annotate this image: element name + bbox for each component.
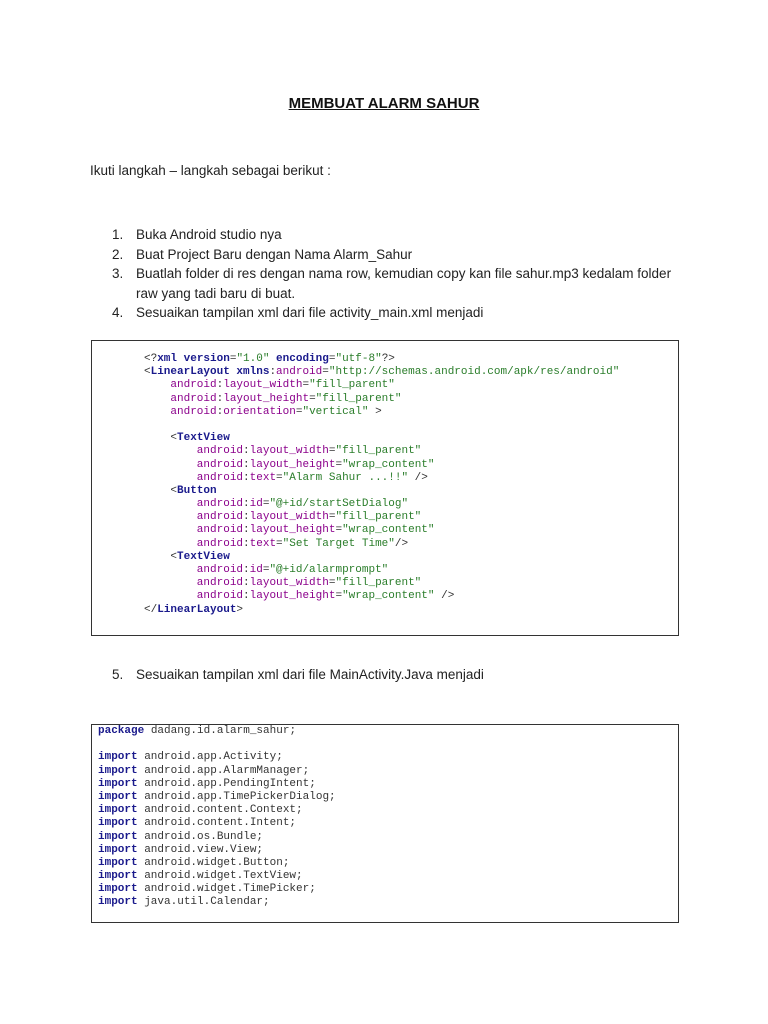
code-token: android.widget.Button; — [137, 856, 290, 869]
step-number: 1. — [112, 227, 124, 242]
code-token: : — [243, 511, 250, 524]
code-line — [144, 459, 678, 472]
code-line — [98, 725, 678, 738]
code-line — [144, 485, 678, 498]
step-item — [90, 264, 690, 303]
code-token: "fill_parent" — [335, 577, 422, 590]
code-line — [98, 870, 678, 883]
code-token: android.view.View; — [137, 843, 264, 856]
code-line — [144, 577, 678, 590]
code-line — [98, 791, 678, 804]
code-token: "fill_parent" — [315, 392, 402, 405]
step-number: 2. — [112, 246, 124, 262]
code-token: = — [335, 590, 343, 603]
code-line — [98, 883, 678, 896]
code-line — [98, 817, 678, 830]
code-token: layout_height — [249, 524, 336, 537]
code-token: android.app.Activity; — [137, 751, 283, 764]
step-number: 4. — [112, 305, 124, 320]
code-token: layout_width — [223, 379, 303, 392]
code-line — [144, 432, 678, 445]
code-token: layout_width — [249, 511, 329, 524]
code-keyword: import — [98, 896, 138, 909]
code-token: text — [249, 471, 277, 484]
code-token: android — [144, 564, 244, 576]
code-line — [98, 831, 678, 844]
code-token: "fill_parent" — [309, 379, 395, 392]
code-keyword: import — [98, 817, 138, 830]
code-line — [144, 511, 678, 524]
code-keyword: import — [98, 883, 138, 896]
code-token: android.widget.TextView; — [137, 870, 303, 883]
code-token: : — [243, 445, 250, 458]
document-title: MEMBUAT ALARM SAHUR — [288, 95, 480, 112]
code-keyword: import — [98, 843, 138, 856]
code-token: xmlns — [229, 366, 270, 379]
code-keyword: import — [98, 764, 138, 777]
code-keyword: import — [98, 790, 138, 803]
code-token: "wrap_content" — [342, 524, 435, 537]
code-line — [144, 498, 678, 511]
code-token: android.os.Bundle; — [137, 830, 264, 843]
code-token: android — [144, 379, 217, 392]
step-item — [90, 667, 690, 682]
code-token: Button — [177, 484, 217, 497]
code-token: </ — [144, 603, 158, 616]
code-token: "utf-8" — [335, 353, 382, 365]
code-token: android — [144, 537, 244, 550]
code-token: id — [249, 498, 263, 511]
code-token: android.app.PendingIntent; — [137, 777, 316, 790]
code-token: = — [335, 524, 343, 537]
code-line — [98, 804, 678, 817]
intro-text: Ikuti langkah – langkah sebagai berikut : — [90, 163, 331, 178]
code-token: LinearLayout — [150, 366, 230, 379]
code-token: "wrap_content" — [342, 590, 435, 603]
code-token: = — [328, 353, 336, 365]
code-token: ?> — [381, 353, 395, 365]
code-line — [98, 778, 678, 791]
code-keyword: import — [98, 830, 138, 843]
code-line — [98, 844, 678, 857]
code-line — [144, 353, 678, 366]
code-token: : — [216, 379, 224, 392]
code-token: = — [295, 405, 303, 418]
code-token: "fill_parent" — [335, 511, 422, 524]
code-token: : — [243, 498, 250, 511]
code-token: version — [177, 353, 230, 365]
code-token: < — [144, 432, 178, 445]
code-keyword: import — [98, 870, 138, 883]
code-token: > — [236, 603, 244, 616]
code-token: android — [144, 405, 217, 418]
code-token: : — [243, 537, 250, 550]
code-token: android — [144, 511, 244, 524]
code-line-blank — [144, 419, 678, 432]
code-token: "@+id/alarmprompt" — [269, 564, 389, 576]
steps-list — [90, 225, 690, 323]
code-keyword: package — [98, 725, 145, 737]
code-token: "wrap_content" — [342, 458, 435, 471]
code-line — [144, 366, 678, 379]
code-token: android.content.Context; — [137, 804, 303, 817]
code-keyword: import — [98, 804, 138, 817]
code-token: android — [144, 458, 244, 471]
code-token: = — [302, 379, 310, 392]
java-code-block — [91, 724, 679, 923]
code-token: "http://schemas.android.com/apk/res/android" — [328, 366, 620, 379]
code-line — [144, 472, 678, 485]
code-token: < — [144, 484, 178, 497]
code-token: = — [229, 353, 237, 365]
code-token: = — [262, 498, 270, 511]
code-token: layout_height — [223, 392, 310, 405]
code-token: xml — [157, 353, 178, 365]
code-token: "@+id/startSetDialog" — [269, 498, 409, 511]
code-token: /> — [394, 537, 409, 550]
code-token: = — [276, 537, 283, 550]
code-token: TextView — [177, 432, 230, 445]
code-token: = — [335, 458, 343, 471]
code-token: "Alarm Sahur ...!!" — [282, 471, 409, 484]
code-line — [144, 445, 678, 458]
code-token: android — [144, 498, 244, 511]
code-line — [144, 604, 678, 617]
code-token: text — [249, 537, 277, 550]
code-token: < — [144, 366, 151, 379]
code-token: TextView — [177, 550, 230, 563]
step-number: 5. — [112, 667, 124, 682]
code-token: = — [276, 471, 283, 484]
code-line-blank — [98, 738, 678, 751]
code-token: LinearLayout — [157, 603, 237, 616]
step-text: Buat Project Baru dengan Nama Alarm_Sahur — [136, 246, 413, 262]
step-item — [90, 245, 690, 265]
step-text: Sesuaikan tampilan xml dari file activity_main.xml menjadi — [136, 305, 484, 320]
code-token: android.app.TimePickerDialog; — [137, 790, 336, 803]
code-line — [144, 379, 678, 392]
code-line — [98, 765, 678, 778]
step-text: Sesuaikan tampilan xml dari file MainActivity.Java menjadi — [136, 667, 484, 682]
code-token: layout_width — [249, 445, 329, 458]
code-line — [98, 751, 678, 764]
code-token: layout_height — [249, 458, 336, 471]
code-token: orientation — [223, 405, 296, 418]
code-token: : — [216, 405, 224, 418]
step-number: 3. — [112, 266, 124, 281]
step-text: Buka Android studio nya — [136, 227, 282, 242]
code-token: encoding — [269, 353, 329, 365]
code-line — [144, 393, 678, 406]
code-token: = — [322, 366, 329, 379]
code-token: : — [243, 590, 250, 603]
code-token: android — [276, 366, 323, 379]
code-token: "Set Target Time" — [282, 537, 395, 550]
code-token: < — [144, 550, 178, 563]
code-line — [98, 896, 678, 909]
code-token: /> — [434, 590, 455, 603]
code-token: : — [243, 577, 250, 590]
xml-code-block — [91, 340, 679, 636]
code-token: = — [328, 511, 336, 524]
code-token: layout_height — [249, 590, 336, 603]
code-token: layout_width — [249, 577, 329, 590]
code-token: = — [262, 564, 270, 576]
code-token: /> — [408, 471, 428, 484]
code-token: : — [269, 366, 277, 379]
code-token: android.app.AlarmManager; — [137, 764, 310, 777]
step-text: Buatlah folder di res dengan nama row, kemudian copy kan file sahur.mp3 kedalam folder raw yang tadi baru di buat. — [136, 266, 672, 301]
code-token: android — [144, 471, 244, 484]
code-token: : — [243, 471, 250, 484]
code-token: = — [328, 445, 336, 458]
code-token: android — [144, 590, 244, 603]
code-keyword: import — [98, 777, 138, 790]
code-token: id — [249, 564, 263, 576]
code-token: : — [243, 564, 250, 576]
code-token: = — [328, 577, 336, 590]
code-token: android — [144, 577, 244, 590]
code-token: <? — [144, 353, 158, 365]
code-token: = — [309, 392, 316, 405]
code-token: : — [216, 392, 224, 405]
code-token: android — [144, 445, 244, 458]
code-line — [144, 590, 678, 603]
code-token: > — [368, 405, 382, 418]
code-token: dadang.id.alarm_sahur; — [144, 725, 297, 737]
code-token: "1.0" — [236, 353, 270, 365]
code-line — [144, 538, 678, 551]
step-item — [90, 225, 690, 245]
code-token: "fill_parent" — [335, 445, 422, 458]
code-line — [144, 551, 678, 564]
code-token: : — [243, 524, 250, 537]
code-keyword: import — [98, 751, 138, 764]
code-token: java.util.Calendar; — [137, 896, 270, 909]
code-token: android — [144, 392, 217, 405]
code-line — [144, 564, 678, 577]
code-token: android.content.Intent; — [137, 817, 297, 830]
code-line — [144, 524, 678, 537]
step-item — [90, 303, 690, 323]
code-keyword: import — [98, 856, 138, 869]
code-token: android — [144, 524, 244, 537]
code-line — [144, 406, 678, 419]
code-token: : — [243, 458, 250, 471]
code-token: "vertical" — [302, 405, 369, 418]
code-token: android.widget.TimePicker; — [137, 883, 316, 896]
code-line — [98, 857, 678, 870]
